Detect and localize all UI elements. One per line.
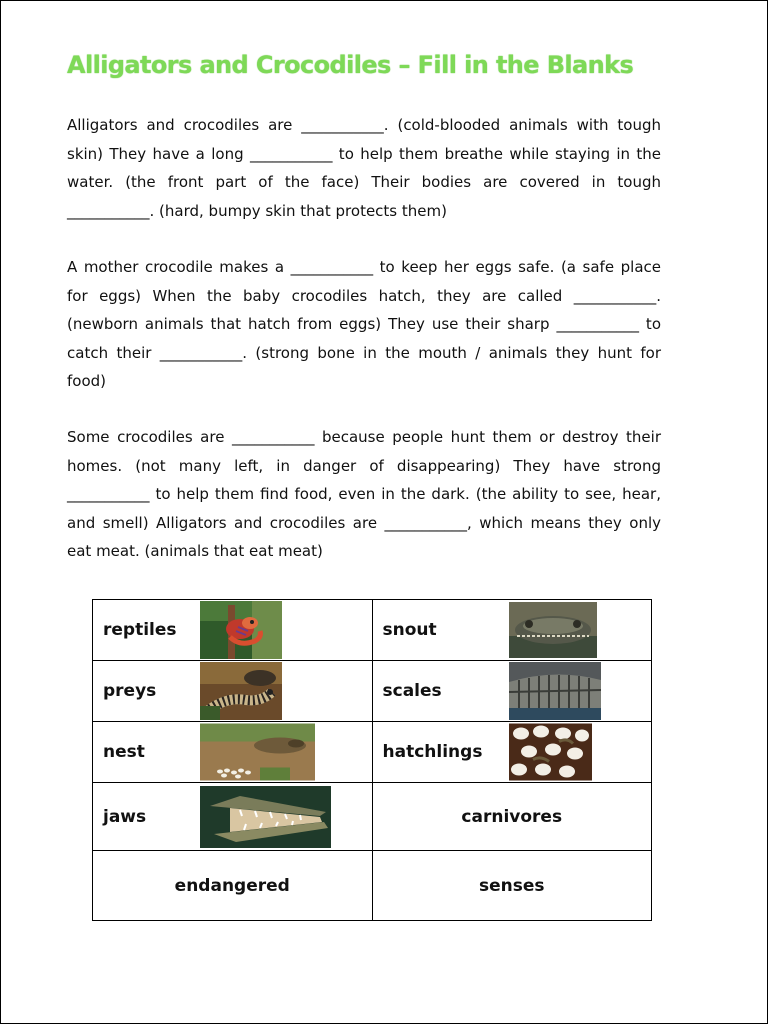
word-bank-cell xyxy=(93,722,373,783)
word-endangered: endangered xyxy=(174,875,290,896)
hatchling-eggs-photo xyxy=(509,724,592,781)
paragraph-2: A mother crocodile makes a ___________ to keep her eggs safe. (a safe place for eggs) When the baby crocodiles hatch, they are called ___________. (newborn animals that hatch from eggs) They use their sharp ___________ to catch their ___________. (strong bone in the mouth / animals they hunt for food) xyxy=(67,258,661,390)
lizard-prey-photo xyxy=(200,662,282,720)
word-bank-cell xyxy=(372,851,651,921)
word-bank-row xyxy=(93,851,652,921)
word-hatchlings: hatchlings xyxy=(382,742,483,762)
word-bank-cell xyxy=(372,783,651,851)
word-bank-row xyxy=(93,722,652,783)
worksheet-title: Alligators and Crocodiles – Fill in the Blanks xyxy=(67,51,634,79)
word-scales: scales xyxy=(382,681,442,701)
chameleon-photo xyxy=(200,601,282,659)
word-jaws: jaws xyxy=(103,806,147,827)
word-preys: preys xyxy=(103,681,157,701)
paragraph-1: Alligators and crocodiles are ___________. (cold-blooded animals with tough skin) They have a long ___________ to help them breathe while staying in the water. (the front part of the face) Their bodies are covered in tough ___________. (hard, bumpy skin that protects them) xyxy=(67,116,661,220)
word-carnivores: carnivores xyxy=(461,806,563,827)
word-bank-cell xyxy=(372,722,651,783)
word-snout: snout xyxy=(382,620,437,640)
word-nest: nest xyxy=(103,742,145,762)
crocodile-nest-photo xyxy=(200,724,315,781)
crocodile-jaws-photo xyxy=(200,786,331,848)
paragraph-3: Some crocodiles are ___________ because people hunt them or destroy their homes. (not many left, in danger of disappearing) They have strong ___________ to help them find food, even in the dark. (the ability to see, hear, and smell) Alligators and crocodiles are ___________, which means they only eat meat. (animals that eat meat) xyxy=(67,428,661,560)
word-senses: senses xyxy=(478,875,545,896)
crocodile-scales-photo xyxy=(509,662,601,720)
word-bank-cell xyxy=(372,600,651,661)
word-bank-row xyxy=(93,783,652,851)
word-bank-row xyxy=(93,600,652,661)
word-bank-cell xyxy=(93,600,373,661)
word-bank-cell xyxy=(93,851,373,921)
word-bank-cell xyxy=(372,661,651,722)
word-bank-cell xyxy=(93,661,373,722)
word-bank-row xyxy=(93,661,652,722)
word-bank-table xyxy=(92,599,652,921)
crocodile-head-photo xyxy=(509,602,597,658)
word-reptiles: reptiles xyxy=(103,620,177,640)
word-bank-cell xyxy=(93,783,373,851)
